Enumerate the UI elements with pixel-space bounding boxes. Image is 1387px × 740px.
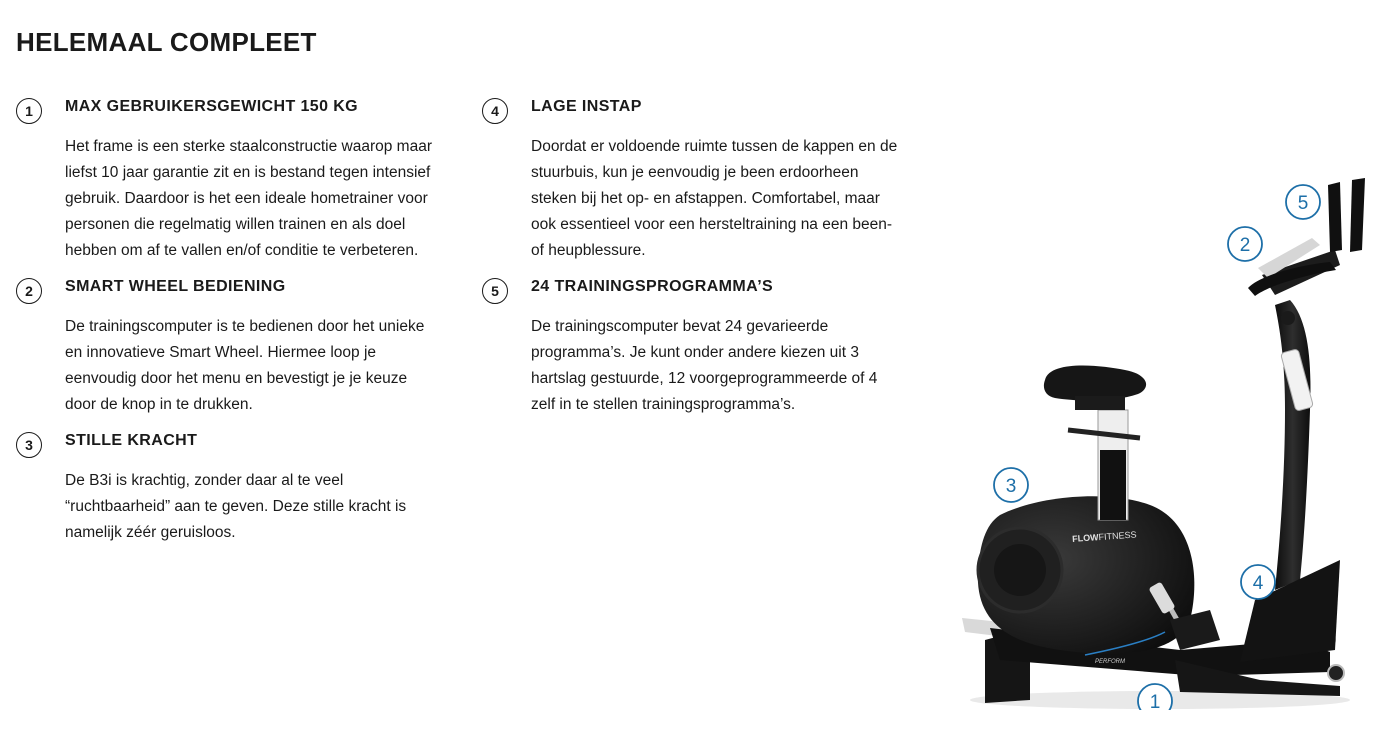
description-line: namelijk zéér geruisloos. [65,524,236,541]
description-line: ook essentieel voor een hersteltraining na een been- [531,216,893,233]
description-line: steken bij het op- en afstappen. Comfortabel, maar [531,190,880,207]
feature-title: SMART WHEEL BEDIENING [65,278,286,295]
marker-3 [994,468,1028,502]
feature-number-badge: 5 [482,278,508,304]
marker-1 [1138,684,1172,710]
description-line: Doordat er voldoende ruimte tussen de kappen en de [531,138,898,155]
marker-label: 2 [1239,235,1251,256]
feature-description [65,314,450,418]
description-line: door de knop in te drukken. [65,396,253,413]
marker-label: 1 [1149,692,1161,710]
feature-description [531,314,916,418]
description-line: of heupblessure. [531,242,646,259]
description-line: Het frame is een sterke staalconstructie waarop maar [65,138,432,155]
feature-number-badge: 2 [16,278,42,304]
description-line: hartslag gestuurde, 12 voorgeprogrammeerde of 4 [531,370,878,387]
feature-number-badge: 3 [16,432,42,458]
marker-4 [1241,565,1275,599]
marker-label: 3 [1005,476,1017,497]
description-line: De B3i is krachtig, zonder daar al te veel [65,472,344,489]
bike-frame [962,178,1365,709]
marker-label: 4 [1252,573,1264,594]
feature-description [65,134,450,264]
marker-2 [1228,227,1262,261]
feature-number-badge: 1 [16,98,42,124]
base-label: PERFORM [1095,659,1125,665]
brand-logo: FLOWFITNESS [1071,529,1137,544]
exercise-bike-image [955,170,1375,710]
description-line: zelf in te stellen trainingsprogramma’s. [531,396,796,413]
feature-title: STILLE KRACHT [65,432,198,449]
feature-description [531,134,916,264]
description-line: personen die regelmatig willen trainen en als doel [65,216,406,233]
marker-5 [1286,185,1320,219]
description-line: en innovatieve Smart Wheel. Hiermee loop je [65,344,377,361]
description-line: programma’s. Je kunt onder andere kiezen uit 3 [531,344,859,361]
feature-title: MAX GEBRUIKERSGEWICHT 150 KG [65,98,359,115]
page-title: HELEMAAL COMPLEET [16,27,317,57]
description-line: stuurbuis, kun je eenvoudig je been erdoorheen [531,164,859,181]
feature-number-badge: 4 [482,98,508,124]
description-line: De trainingscomputer bevat 24 gevarieerde [531,318,829,335]
marker-label: 5 [1297,193,1309,214]
description-line: “ruchtbaarheid” aan te geven. Deze stille kracht is [65,498,407,515]
description-line: hebben om af te vallen en/of conditie te verbeteren. [65,242,419,259]
feature-title: LAGE INSTAP [531,98,642,115]
description-line: gebruik. Daardoor is het een ideale hometrainer voor [65,190,428,207]
description-line: eenvoudig door het menu en bevestigt je je keuze [65,370,408,387]
description-line: liefst 10 jaar garantie zit en is bestand tegen intensief [65,164,431,181]
feature-description [65,468,450,546]
description-line: De trainingscomputer is te bedienen door het unieke [65,318,425,335]
feature-title: 24 TRAININGSPROGRAMMA’S [531,278,774,295]
